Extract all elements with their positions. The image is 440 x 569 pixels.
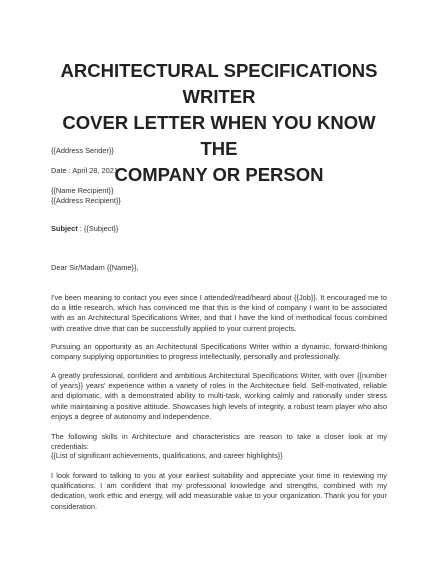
salutation: Dear Sir/Madam {{Name}}, (51, 263, 139, 272)
title-line-1: ARCHITECTURAL SPECIFICATIONS WRITER (60, 60, 378, 107)
subject-block (51, 224, 387, 234)
body-paragraph-3-block (51, 371, 387, 422)
recipient-block (51, 186, 387, 206)
body-paragraph: I've been meaning to contact you ever since I attended/read/heard about {{Job}}. It encouraged me to do a little research, which has convinced me that this is the kind of company I want to be associated with as an Architectural Specifications Writer, and that I have the kind of methodical focus combined with creative drive that can be successfully applied to your current projects. (51, 293, 387, 333)
body-paragraph-4-block (51, 432, 387, 452)
salutation-block (51, 263, 387, 273)
subject-value: : {{Subject}} (77, 224, 119, 233)
recipient-address: {{Address Recipient}} (51, 196, 121, 206)
subject-label: Subject (51, 224, 78, 233)
letter-date: Date : April 28, 2021 (51, 166, 118, 175)
recipient-name: {{Name Recipient}} (51, 186, 114, 195)
achievements-placeholder-block (51, 451, 387, 461)
body-paragraph: Pursuing an opportunity as an Architectural Specifications Writer within a dynamic, forward-thinking company supplying opportunities to progress intellectually, personally and professionally. (51, 342, 387, 362)
page-title (51, 0, 387, 188)
closing-paragraph-block (51, 471, 387, 512)
title-line-3: COMPANY OR PERSON (114, 164, 324, 185)
body-paragraph-1-block (51, 293, 387, 334)
achievements-placeholder: {{List of significant achievements, qualifications, and career highlights}} (51, 451, 283, 460)
body-paragraph: A greatly professional, confident and ambitious Architectural Specifications Writer, with over {{number of years}} years' experience within a variety of roles in the Architecture field. Self-motivated, reliable and diplomatic, with a demonstrated ability to multi-task, working calmly and rationally under stress while maintaining a positive attitude. Showcases high levels of integrity, a robust team player who also enjoys a degree of autonomy and independence. (51, 371, 387, 421)
sender-block (51, 146, 387, 156)
closing-paragraph: I look forward to talking to you at your earliest suitability and appreciate your time in reviewing my qualifications. I am confident that my professional knowledge and strengths, combined with my dedication, work ethic and energy, will add measurable value to your organization. Thank you for your consideration. (51, 471, 387, 511)
date-block (51, 166, 387, 176)
sender-address: {{Address Sender}} (51, 146, 114, 155)
body-paragraph: The following skills in Architecture and characteristics are reason to take a closer look at my credentials: (51, 432, 387, 452)
title-line-2: COVER LETTER WHEN YOU KNOW THE (62, 112, 376, 159)
body-paragraph-2-block (51, 342, 387, 362)
subject-line (51, 224, 387, 234)
